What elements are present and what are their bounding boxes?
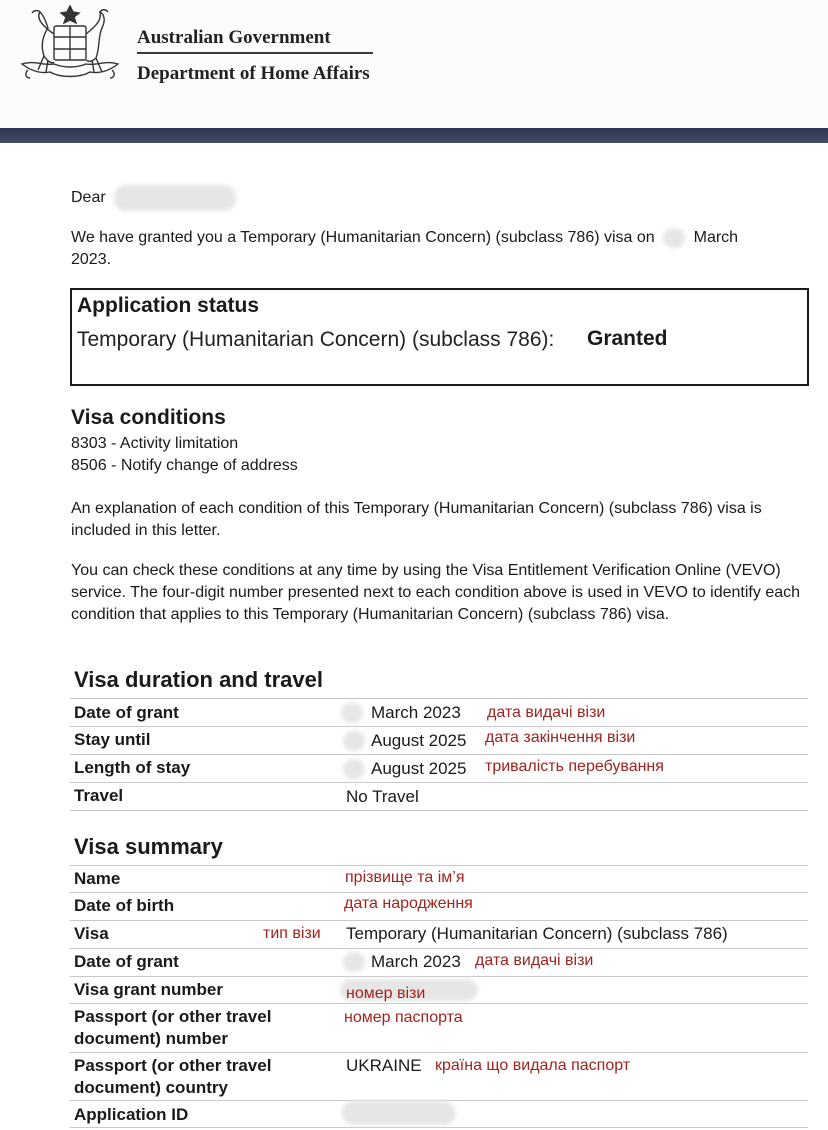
redacted-name — [114, 185, 236, 211]
salutation-line — [71, 185, 236, 211]
salutation: Dear — [71, 189, 106, 207]
row-divider — [70, 976, 808, 977]
annotation: тривалість перебування — [485, 758, 664, 775]
row-divider — [70, 948, 808, 949]
department-name: Department of Home Affairs — [137, 63, 370, 84]
redacted-day — [341, 703, 363, 723]
row-divider — [70, 810, 808, 811]
row-label: Application ID — [74, 1105, 189, 1124]
summary-section-title: Visa summary — [74, 834, 223, 859]
row-value: Temporary (Humanitarian Concern) (subclass 786) — [346, 924, 728, 943]
grant-month: March — [693, 229, 739, 246]
government-name: Australian Government — [137, 27, 331, 48]
row-label: Length of stay — [74, 758, 191, 777]
condition-item: 8506 - Notify change of address — [71, 457, 298, 474]
row-label: Stay until — [74, 730, 151, 749]
row-divider — [70, 1127, 808, 1128]
row-divider — [70, 892, 808, 893]
annotation: дата закінчення візи — [485, 729, 636, 746]
row-value: No Travel — [346, 787, 419, 806]
application-status-value: Granted — [587, 327, 668, 350]
header-band — [0, 128, 828, 143]
vevo-paragraph: You can check these conditions at any time by using the Visa Entitlement Verification Online (VEVO) service. The four-digit number presented next to each condition above is used in VEVO to identify each condition that applies to this Temporary (Humanitarian Concern) (subclass 786) visa. — [71, 562, 801, 623]
row-divider — [70, 698, 808, 699]
redacted-day — [343, 759, 365, 779]
grant-year: 2023. — [71, 251, 112, 268]
application-status-box — [70, 288, 809, 386]
redacted-day — [343, 952, 365, 972]
visa-conditions-title: Visa conditions — [71, 406, 226, 429]
grant-paragraph — [71, 227, 811, 271]
annotation: номер візи — [346, 985, 426, 1002]
row-label: Passport (or other travel document) number — [74, 1007, 272, 1048]
row-label: Visa grant number — [74, 980, 223, 999]
row-divider — [70, 920, 808, 921]
annotation: дата видачі візи — [487, 704, 606, 721]
row-label: Date of grant — [74, 952, 179, 971]
row-value: March 2023 — [371, 703, 461, 722]
redacted-day — [343, 731, 365, 751]
coat-of-arms-icon — [14, 4, 126, 86]
annotation: тип візи — [263, 925, 321, 942]
row-value: March 2023 — [371, 952, 461, 971]
redacted-day — [663, 228, 685, 248]
annotation: дата видачі візи — [475, 952, 594, 969]
annotation: дата народження — [344, 895, 473, 912]
row-divider — [70, 726, 808, 727]
row-divider — [70, 865, 808, 866]
row-label: Name — [74, 869, 121, 888]
annotation: країна що видала паспорт — [435, 1057, 631, 1074]
row-value: UKRAINE — [346, 1056, 422, 1075]
row-label: Date of grant — [74, 703, 179, 722]
row-label: Passport (or other travel document) country — [74, 1056, 272, 1097]
row-divider — [70, 1003, 808, 1004]
row-label: Visa — [74, 924, 109, 943]
conditions-explanation: An explanation of each condition of this Temporary (Humanitarian Concern) (subclass 786) visa is included in this letter. — [71, 500, 762, 539]
application-status-title: Application status — [77, 294, 260, 317]
redacted-application-id — [342, 1101, 456, 1125]
condition-item: 8303 - Activity limitation — [71, 435, 239, 452]
row-divider — [70, 754, 808, 755]
row-label: Travel — [74, 786, 124, 805]
row-divider — [70, 1052, 808, 1053]
row-value: August 2025 — [371, 759, 467, 778]
annotation: прізвище та ім’я — [345, 869, 465, 886]
application-visa-type: Temporary (Humanitarian Concern) (subclass 786): — [77, 328, 555, 351]
header-divider — [137, 52, 373, 54]
letterhead — [0, 0, 828, 128]
row-divider — [70, 782, 808, 783]
duration-section-title: Visa duration and travel — [74, 667, 324, 692]
row-value: August 2025 — [371, 731, 467, 750]
grant-line: We have granted you a Temporary (Humanitarian Concern) (subclass 786) visa on — [71, 229, 655, 246]
annotation: номер паспорта — [344, 1009, 463, 1026]
row-label: Date of birth — [74, 896, 175, 915]
